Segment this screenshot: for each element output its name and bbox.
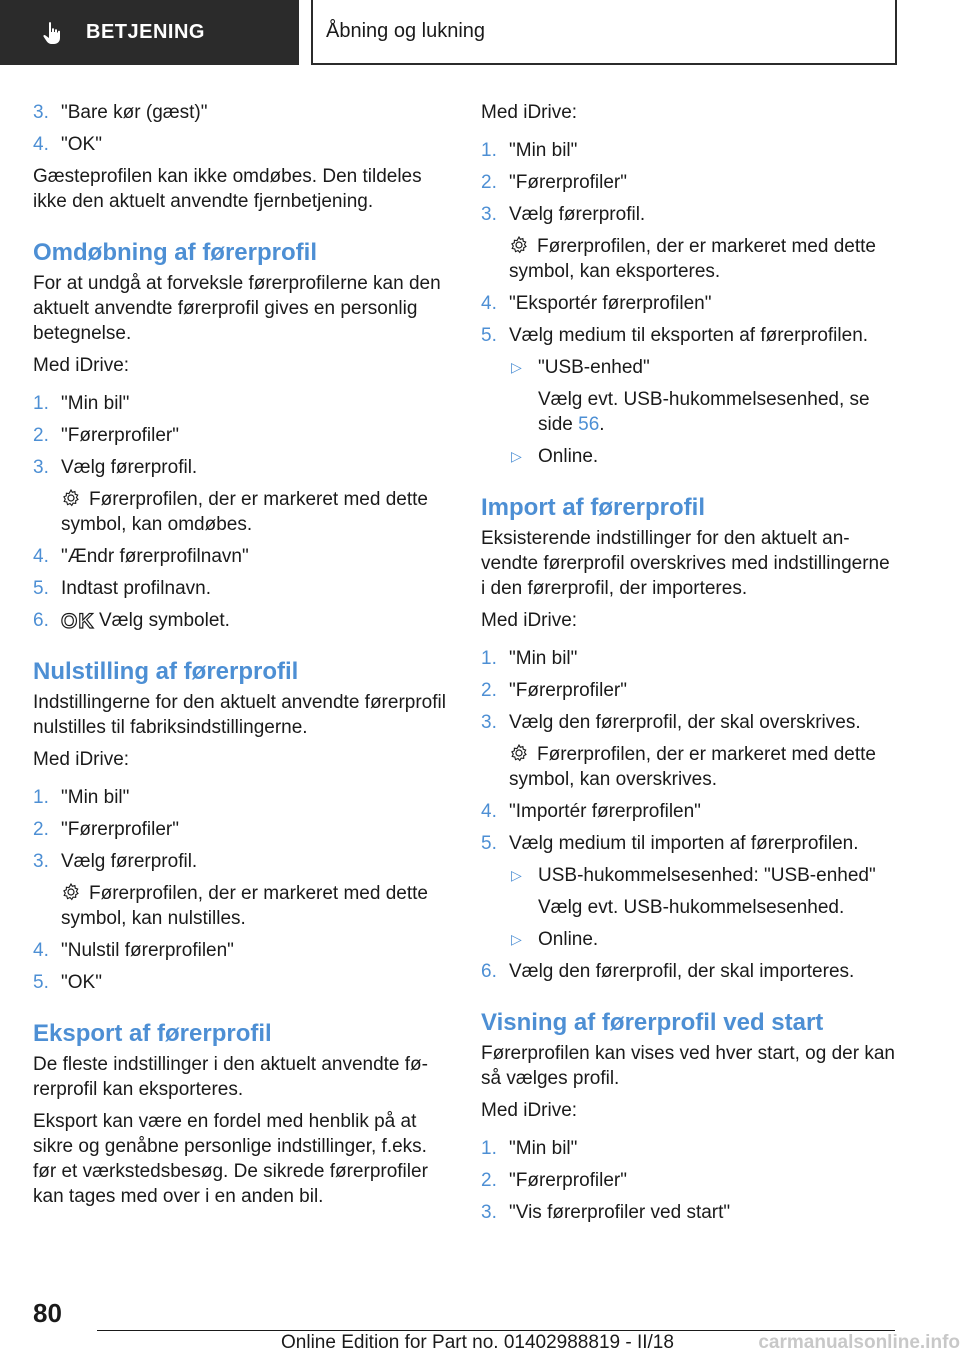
triangle-bullet-icon: ▷ xyxy=(511,867,522,883)
list-item xyxy=(481,138,896,163)
list-text: "OK" xyxy=(61,972,102,993)
list-text: "Førerprofiler" xyxy=(509,172,627,193)
header-chapter-label: Åbning og lukning xyxy=(326,20,486,42)
list-item xyxy=(481,646,896,671)
list-item xyxy=(33,423,453,448)
paragraph: Med iDrive: xyxy=(33,355,130,376)
list-item xyxy=(33,132,453,157)
right-column xyxy=(481,100,896,1232)
list-item xyxy=(33,100,453,125)
list-item xyxy=(481,1200,896,1225)
paragraph: Med iDrive: xyxy=(481,1100,578,1121)
section-heading: Visning af førerprofil ved start xyxy=(481,1009,824,1036)
list-number: 5. xyxy=(481,833,497,854)
list-number: 3. xyxy=(481,1202,497,1223)
list-text: "Min bil" xyxy=(61,787,130,808)
list-number: 1. xyxy=(33,787,49,808)
list-text: "Importér førerprofilen" xyxy=(509,801,701,822)
list-number: 3. xyxy=(33,102,49,123)
list-number: 1. xyxy=(481,140,497,161)
bullet-item: ▷ Online. xyxy=(511,446,599,467)
list-item xyxy=(33,938,453,963)
list-number: 4. xyxy=(481,801,497,822)
list-number: 3. xyxy=(33,851,49,872)
list-sub-text: Førerprofilen, der er markeret med dette symbol, kan overskrives. xyxy=(509,744,876,790)
list-item xyxy=(33,970,453,995)
list-text: "Vis førerprofiler ved start" xyxy=(509,1202,731,1223)
paragraph: Indstillingerne for den aktuelt anvendte førerprofil nulstilles til fabriksindstillingerne. xyxy=(33,692,446,738)
paragraph: Førerprofilen kan vises ved hver start, og der kan så vælges profil. xyxy=(481,1043,895,1089)
list-number: 2. xyxy=(33,819,49,840)
list-text: Vælg symbolet. xyxy=(99,610,230,631)
section-heading: Import af førerprofil xyxy=(481,494,706,521)
svg-text:OK: OK xyxy=(61,610,95,633)
list-text: "Min bil" xyxy=(61,393,130,414)
list-number: 1. xyxy=(33,393,49,414)
list-number: 2. xyxy=(481,680,497,701)
list-text: "Førerprofiler" xyxy=(61,819,179,840)
list-number: 3. xyxy=(481,204,497,225)
list-number: 5. xyxy=(33,578,49,599)
list-number: 5. xyxy=(33,972,49,993)
list-item xyxy=(481,291,896,316)
list-item xyxy=(481,170,896,195)
list-item xyxy=(481,959,896,984)
page-link[interactable]: 56 xyxy=(578,414,600,435)
bullet-item: ▷ USB-hukommelsesenhed: "USB-enhed" xyxy=(511,865,876,886)
paragraph: Med iDrive: xyxy=(481,102,578,123)
gear-icon xyxy=(509,743,529,763)
paragraph: Gæsteprofilen kan ikke omdøbes. Den tildeles ikke den aktuelt anvendte fjernbetjening. xyxy=(33,166,422,212)
gear-icon xyxy=(509,235,529,255)
list-item xyxy=(481,831,896,856)
list-number: 6. xyxy=(33,610,49,631)
list-number: 5. xyxy=(481,325,497,346)
list-item xyxy=(481,323,896,348)
section-heading: Omdøbning af førerprofil xyxy=(33,239,317,266)
list-number: 3. xyxy=(481,712,497,733)
list-sub-text: Førerprofilen, der er markeret med dette symbol, kan omdøbes. xyxy=(61,489,428,535)
paragraph: For at undgå at forveksle førerprofilerne kan den aktuelt anvendte førerprofil gives en personlig betegnelse. xyxy=(33,273,441,344)
list-text: "Min bil" xyxy=(509,648,578,669)
list-text: "Førerprofiler" xyxy=(509,1170,627,1191)
paragraph: De fleste indstillinger i den aktuelt anvendte førerprofil kan eksporteres. xyxy=(33,1054,428,1100)
list-text: "Min bil" xyxy=(509,1138,578,1159)
list-number: 4. xyxy=(33,134,49,155)
list-text: "Bare kør (gæst)" xyxy=(61,102,208,123)
list-item xyxy=(481,1168,896,1193)
bullet-sub-text: Vælg evt. USB-hukommelsesenhed. xyxy=(538,897,845,918)
list-item xyxy=(33,391,453,416)
list-item xyxy=(33,455,453,480)
paragraph: Med iDrive: xyxy=(33,749,130,770)
ok-icon xyxy=(61,610,95,633)
list-text: "Nulstil førerprofilen" xyxy=(61,940,234,961)
list-text: Vælg medium til importen af førerprofilen. xyxy=(509,833,859,854)
list-number: 1. xyxy=(481,648,497,669)
page-number: 80 xyxy=(33,1298,62,1328)
list-text: Vælg førerprofil. xyxy=(61,457,198,478)
list-item xyxy=(33,849,453,874)
list-item xyxy=(33,608,453,633)
paragraph: Eksport kan være en fordel med henblik på at sikre og genåbne personlige indstillinger, f.eks. før et værkstedsbesøg. De sikrede førerprofiler kan tages med over i en anden bil. xyxy=(33,1111,428,1207)
list-text: "Min bil" xyxy=(509,140,578,161)
list-text: Indtast profilnavn. xyxy=(61,578,211,599)
list-text: "OK" xyxy=(61,134,102,155)
footer-edition: Online Edition for Part no. 01402988819 - II/18 xyxy=(281,1332,674,1353)
bullet-item: ▷ Online. xyxy=(511,929,599,950)
paragraph: Med iDrive: xyxy=(481,610,578,631)
list-sub-text: Førerprofilen, der er markeret med dette symbol, kan nulstilles. xyxy=(61,883,428,929)
list-text: "Eksportér førerprofilen" xyxy=(509,293,712,314)
list-number: 6. xyxy=(481,961,497,982)
list-item xyxy=(481,710,896,735)
list-number: 1. xyxy=(481,1138,497,1159)
triangle-bullet-icon: ▷ xyxy=(511,359,522,375)
bullet-sub-text: Vælg evt. USB-hukommelsesenhed, se side 56. xyxy=(538,389,870,435)
list-text: Vælg medium til eksporten af førerprofilen. xyxy=(509,325,869,346)
list-sub-text: Førerprofilen, der er markeret med dette symbol, kan eksporteres. xyxy=(509,236,876,282)
section-heading: Nulstilling af førerprofil xyxy=(33,658,299,685)
list-number: 2. xyxy=(33,425,49,446)
list-item xyxy=(33,544,453,569)
gear-icon xyxy=(61,488,81,508)
header-chapter-box xyxy=(311,0,897,65)
list-text: Vælg førerprofil. xyxy=(509,204,646,225)
header-section-label: BETJENING xyxy=(86,21,205,43)
list-item xyxy=(33,817,453,842)
list-number: 3. xyxy=(33,457,49,478)
list-number: 4. xyxy=(33,940,49,961)
list-text: Vælg den førerprofil, der skal importeres. xyxy=(509,961,855,982)
list-item xyxy=(481,202,896,227)
section-heading: Eksport af førerprofil xyxy=(33,1020,272,1047)
header-section-tab xyxy=(0,0,299,65)
triangle-bullet-icon: ▷ xyxy=(511,931,522,947)
gear-icon xyxy=(61,882,81,902)
list-text: Vælg den førerprofil, der skal overskrives. xyxy=(509,712,861,733)
list-item xyxy=(33,576,453,601)
list-item xyxy=(481,678,896,703)
paragraph: Eksisterende indstillinger for den aktuelt anvendte førerprofil overskrives med indstillingerne i den førerprofil, der importeres. xyxy=(481,528,890,599)
list-item xyxy=(481,1136,896,1161)
list-text: "Ændr førerprofilnavn" xyxy=(61,546,249,567)
list-text: Vælg førerprofil. xyxy=(61,851,198,872)
list-item xyxy=(33,785,453,810)
triangle-bullet-icon: ▷ xyxy=(511,448,522,464)
watermark: carmanualsonline.info xyxy=(758,1332,960,1353)
list-number: 2. xyxy=(481,1170,497,1191)
list-number: 2. xyxy=(481,172,497,193)
list-number: 4. xyxy=(33,546,49,567)
list-item xyxy=(481,799,896,824)
list-text: "Førerprofiler" xyxy=(61,425,179,446)
bullet-item: ▷ "USB-enhed" xyxy=(511,357,650,378)
hand-pointer-icon xyxy=(40,20,66,46)
left-column xyxy=(33,100,453,1216)
list-text: "Førerprofiler" xyxy=(509,680,627,701)
footer-divider xyxy=(97,1330,895,1331)
list-number: 4. xyxy=(481,293,497,314)
